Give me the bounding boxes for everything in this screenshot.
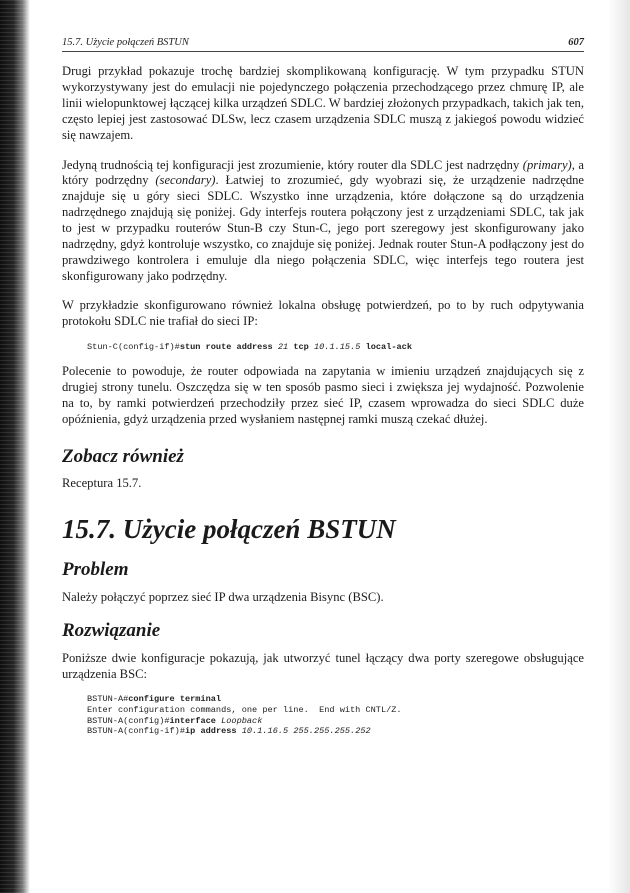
code-argument: Loopback: [221, 715, 263, 726]
running-header: [62, 37, 584, 52]
code-line: [87, 726, 371, 736]
problem-text: Należy połączyć poprzez sieć IP dwa urządzenia Bisync (BSC).: [62, 589, 384, 604]
term-primary: (primary): [522, 157, 572, 172]
code-command: local-ack: [365, 341, 412, 352]
code-command: interface: [169, 715, 216, 726]
code-local-ack: [87, 342, 584, 353]
code-command: configure terminal: [128, 694, 222, 705]
code-output: Enter configuration commands, one per line. End with CNTL/Z.: [87, 705, 402, 716]
paragraph-text: , a który podrzędny: [62, 157, 585, 188]
page-content: [62, 37, 584, 737]
code-command: tcp: [293, 341, 309, 352]
heading-solution: Rozwiązanie: [62, 619, 161, 641]
scan-binding-texture: [0, 0, 34, 893]
code-prompt: Stun-C(config-if)#: [87, 341, 180, 352]
paragraph-primary-secondary: [62, 158, 584, 285]
code-prompt: BSTUN-A(config)#: [87, 715, 170, 726]
code-prompt: BSTUN-A(config-if)#: [87, 726, 185, 737]
section-title: 15.7. Użycie połączeń BSTUN: [62, 513, 396, 544]
code-command: ip address: [185, 726, 237, 737]
code-line: [87, 716, 262, 726]
paragraph-local-ack-explanation: Polecenie to powoduje, że router odpowiada na zapytania w imieniu urządzeń znajdujących się z drugiej strony tunelu. Oszczędza się w ten sposób pasmo sieci i zwiększa jej wydajność. Pozwolenie na to, by ramki potwierdzeń przechodziły przez sieć IP, czasem wprowadza do sieci SDLC duże opóźnienia, gdyż urządzenia przed wysłaniem następnej ramki muszą czekać dłużej.: [62, 364, 584, 426]
code-argument: 10.1.15.5: [313, 341, 361, 352]
code-argument: 10.1.16.5 255.255.255.252: [241, 726, 371, 737]
heading-see-also: Zobacz również: [62, 445, 184, 467]
running-title: 15.7. Użycie połączeń BSTUN: [62, 37, 189, 48]
scan-right-edge-shadow: [608, 0, 630, 893]
term-secondary: (secondary): [155, 173, 216, 188]
paragraph-dlsw-comparison: Drugi przykład pokazuje trochę bardziej skomplikowaną konfigurację. W tym przypadku STUN wykorzystywany jest do emulacji nie pojedynczego połączenia przechodzącego przez chmurę IP, ale linii wielopunktowej łączącej kilka urządzeń SDLC. W bardziej złożonych przypadkach, takich jak ten, często lepiej jest zastosować DLSw, lecz czasem urządzenia SDLC muszą z jakiegoś powodu widzieć się nawzajem.: [62, 64, 584, 142]
paragraph-text: Jedyną trudnością tej konfiguracji jest zrozumienie, który router dla SDLC jest nadrzędny: [62, 157, 523, 172]
heading-problem: Problem: [62, 558, 129, 580]
code-prompt: BSTUN-A#: [87, 694, 129, 705]
see-also-reference: Receptura 15.7.: [62, 475, 142, 490]
code-line: [87, 694, 221, 704]
code-bstun-config: [87, 694, 584, 736]
solution-text: Poniższe dwie konfiguracje pokazują, jak utworzyć tunel łączący dwa porty szeregowe obsługujące urządzenia BSC:: [62, 650, 584, 681]
code-line: [87, 705, 402, 715]
page-number: 607: [568, 37, 584, 48]
paragraph-local-ack-intro: W przykładzie skonfigurowano również lokalna obsługę potwierdzeń, po to by ruch odpytywania protokołu SDLC nie trafiał do sieci IP:: [62, 297, 584, 328]
paragraph-text: . Łatwiej to zrozumieć, gdy wyobrazi się, że urządzenie nadrzędne znajduje się u góry sieci SDLC. Wszystko inne urządzenia, które dołączone są do urządzenia nadrzędnego znajdują się poniżej. Gdy interfejs routera połączony jest z urządzeniami SDLC, tak jak to jest w przypadku routerów Stun-B czy Stun-C, jego port szeregowy jest skonfigurowany jako nadrzędny, gdyż kontroluje wszystko, co znajduje się poniżej. Jednak router Stun-A podłączony jest do prawdziwego kontrolera i emuluje dla niego połączenia SDLC, więc interfejs tego routera jest skonfigurowany jako podrzędny.: [62, 173, 585, 283]
code-command: stun route address: [179, 341, 273, 352]
code-argument: 21: [277, 341, 289, 352]
